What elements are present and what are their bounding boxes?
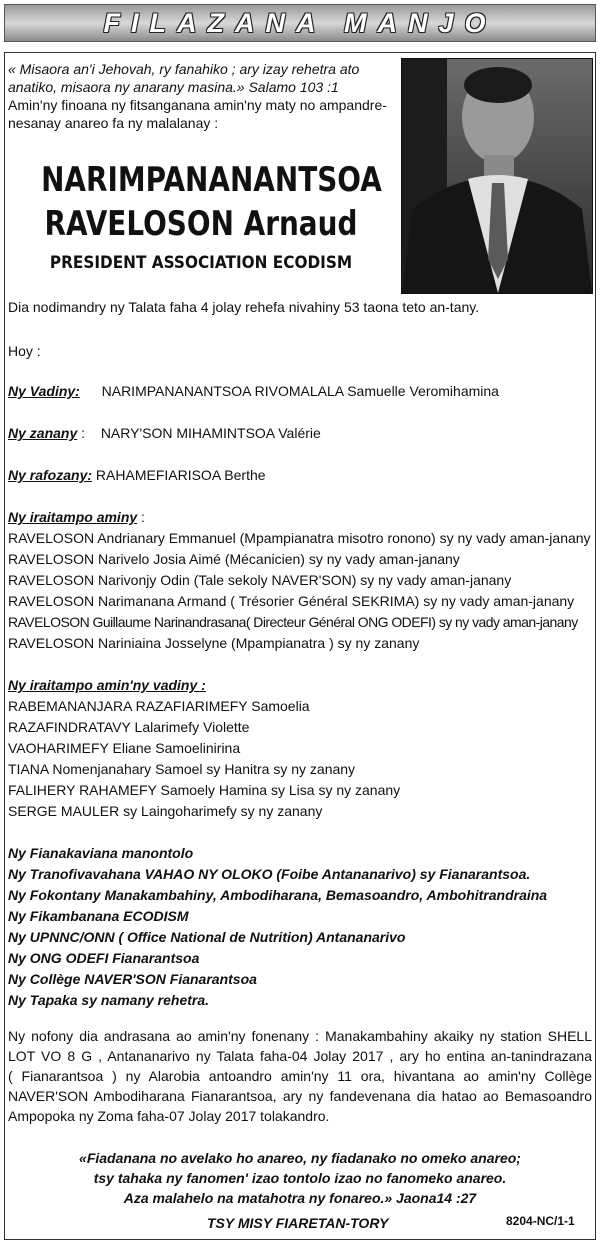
deceased-title: PRESIDENT ASSOCIATION ECODISM <box>49 253 353 273</box>
in-law-label: Ny rafozany: <box>8 467 93 483</box>
spouse-sibling-item: RAZAFINDRATAVY Lalarimefy Violette <box>8 719 250 735</box>
family-group-item: Ny ONG ODEFI Fianarantsoa <box>8 950 200 966</box>
spouse-siblings-label: Ny iraitampo amin'ny vadiny : <box>8 677 206 693</box>
spouse-sibling-item: RABEMANANJARA RAZAFIARIMEFY Samoelia <box>8 698 310 714</box>
sibling-item: RAVELOSON Andrianary Emmanuel (Mpampianatra misotro ronono) sy ny vady aman-janany <box>8 530 591 546</box>
deceased-name-line-2: RAVELOSON Arnaud <box>44 204 358 244</box>
siblings-sep: : <box>141 509 145 525</box>
family-group-item: Ny Fianakaviana manontolo <box>8 845 194 861</box>
deceased-name-line-1: NARIMPANANANTSOA <box>41 160 382 200</box>
sibling-item: RAVELOSON Narimanana Armand ( Trésorier Général SEKRIMA) sy ny vady aman-janany <box>8 593 575 609</box>
children-sep: : <box>81 425 86 441</box>
sibling-item: RAVELOSON Narivelo Josia Aimé (Mécanicien) sy ny vady aman-janany <box>8 551 460 567</box>
children-line <box>8 424 321 442</box>
funeral-paragraph <box>8 1026 592 1126</box>
family-group-item: Ny Tapaka sy namany rehetra. <box>8 992 210 1008</box>
family-group-item: Ny Fokontany Manakambahiny, Ambodiharana, Bemasoandro, Ambohitrandraina <box>8 887 548 903</box>
in-law-line <box>8 466 266 484</box>
closing-verse-line-3: Aza malahelo na matahotra ny fonareo.» Jaona14 :27 <box>123 1190 477 1206</box>
spouse-sibling-item: VAOHARIMEFY Eliane Samoelinirina <box>8 740 241 756</box>
banner-title: FILAZANA MANJO <box>103 7 497 38</box>
sibling-item: RAVELOSON Nariniaina Josselyne (Mpampianatra ) sy ny zanany <box>8 635 420 651</box>
hoy-label: Hoy : <box>8 343 41 359</box>
footer-note: TSY MISY FIARETAN-TORY <box>207 1215 389 1231</box>
spouse-sibling-item: SERGE MAULER sy Laingoharimefy sy ny zanany <box>8 803 323 819</box>
funeral-line: LOT VO 8 G , Antananarivo ny Talata faha-04 Jolay 2017 , ary ho entina an-tanindrazana <box>8 1048 592 1064</box>
family-group-item: Ny UPNNC/ONN ( Office National de Nutrition) Antananarivo <box>8 929 406 945</box>
funeral-line: ( Fianarantsoa ) ny Alarobia antoandro amin'ny 11 ora, hivantana ao amin'ny Collège <box>8 1068 592 1084</box>
closing-verse-line-1: «Fiadanana no avelako ho anareo, ny fiadanako no omeko anareo; <box>79 1150 521 1166</box>
intro-line-2: anatiko, misaora ny anarany masina.» Salamo 103 :1 <box>8 79 339 95</box>
family-group-item: Ny Fikambanana ECODISM <box>8 908 189 924</box>
children-name: NARY'SON MIHAMINTSOA Valérie <box>100 425 321 441</box>
spouse-label: Ny Vadiny: <box>8 383 80 399</box>
family-group-item: Ny Tranofivavahana VAHAO NY OLOKO (Foibe Antananarivo) sy Fianarantsoa. <box>8 866 531 882</box>
sibling-item: RAVELOSON Narivonjy Odin (Tale sekoly NAVER'SON) sy ny vady aman-janany <box>8 572 512 588</box>
reference-code: 8204-NC/1-1 <box>506 1214 575 1228</box>
intro-line-1: « Misaora an'i Jehovah, ry fanahiko ; ary izay rehetra ato <box>8 61 360 77</box>
closing-verse-line-2: tsy tahaka ny fanomen' izao tontolo izao no fanomeko anareo. <box>93 1170 507 1186</box>
family-group-item: Ny Collège NAVER'SON Fianarantsoa <box>8 971 257 987</box>
spouse-name: NARIMPANANANTSOA RIVOMALALA Samuelle Veromihamina <box>101 383 499 399</box>
funeral-line: Ny nofony dia andrasana ao amin'ny fonenany : Manakambahiny akaiky ny station SHELL <box>8 1028 592 1044</box>
intro-line-3: Amin'ny finoana ny fitsanganana amin'ny maty no ampandre- <box>8 97 387 113</box>
spouse-sibling-item: FALIHERY RAHAMEFY Samoely Hamina sy Lisa sy ny zanany <box>8 782 401 798</box>
banner <box>4 4 596 42</box>
funeral-line: NAVER'SON Ambodiharana Fianarantsoa, ary ny fandevenana dia hatao ao Bemasoandro <box>8 1088 592 1104</box>
siblings-label: Ny iraitampo aminy <box>8 509 138 525</box>
siblings-heading <box>8 508 145 526</box>
portrait-photo <box>401 58 593 294</box>
death-notice: Dia nodimandry ny Talata faha 4 jolay rehefa nivahiny 53 taona teto an-tany. <box>8 299 480 315</box>
funeral-line: Ampopoka ny Zoma faha-07 Jolay 2017 tolakandro. <box>8 1108 330 1124</box>
intro-line-4: nesanay anareo fa ny malalanay : <box>8 115 219 131</box>
sibling-item: RAVELOSON Guillaume Narinandrasana( Directeur Général ONG ODEFI) sy ny vady aman-janany <box>8 614 578 630</box>
spouse-sibling-item: TIANA Nomenjanahary Samoel sy Hanitra sy ny zanany <box>8 761 356 777</box>
spouse-line <box>8 382 499 400</box>
in-law-name: RAHAMEFIARISOA Berthe <box>95 467 266 483</box>
children-label: Ny zanany <box>8 425 78 441</box>
